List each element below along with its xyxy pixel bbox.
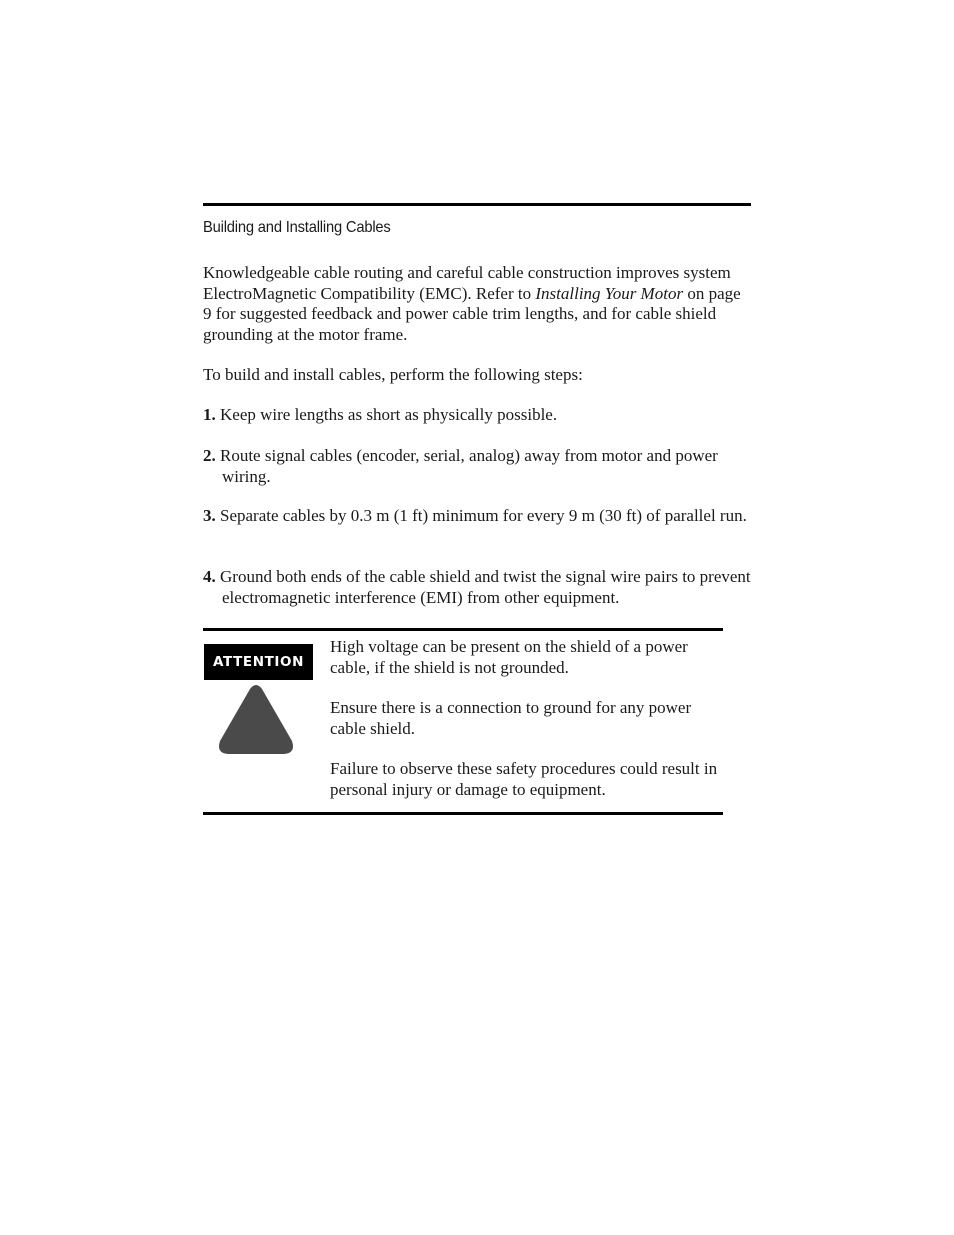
- step-text: Route signal cables (encoder, serial, analog) away from motor and power wiring.: [220, 446, 718, 486]
- attention-rule-top: [203, 628, 723, 631]
- step-text: Ground both ends of the cable shield and twist the signal wire pairs to prevent electromagnetic interference (EMI) from other equipment.: [220, 567, 751, 607]
- step-number: 1.: [203, 405, 216, 424]
- intro-text-2: on page 9 for suggested feedback and power cable trim lengths, and for cable shield grounding at the motor frame.: [203, 283, 741, 344]
- intro-reference: Installing Your Motor: [535, 283, 684, 303]
- step-number: 4.: [203, 567, 216, 586]
- intro-text-1: Knowledgeable cable routing and careful cable construction improves system ElectroMagnetic Compatibility (EMC). Refer to: [203, 263, 731, 303]
- section-heading: Building and Installing Cables: [203, 219, 391, 236]
- attention-badge: ATTENTION: [204, 644, 313, 680]
- intro-paragraph: [203, 263, 743, 345]
- step-number: 3.: [203, 506, 216, 525]
- attention-text: Ensure there is a connection to ground for any power cable shield.: [330, 698, 692, 738]
- step-item: [203, 567, 753, 608]
- step-item: [203, 446, 733, 487]
- steps-lead: To build and install cables, perform the following steps:: [203, 365, 583, 384]
- attention-rule-bottom: [203, 812, 723, 815]
- attention-text: High voltage can be present on the shield of a power cable, if the shield is not grounded.: [330, 637, 688, 677]
- step-text: Separate cables by 0.3 m (1 ft) minimum for every 9 m (30 ft) of parallel run.: [220, 506, 747, 525]
- warning-triangle-icon: [216, 683, 296, 757]
- step-item: [203, 506, 753, 527]
- step-item: [203, 405, 751, 426]
- step-text: Keep wire lengths as short as physically possible.: [220, 405, 558, 424]
- top-rule: [203, 203, 751, 206]
- attention-text: Failure to observe these safety procedures could result in personal injury or damage to equipment.: [330, 759, 718, 799]
- step-number: 2.: [203, 446, 216, 465]
